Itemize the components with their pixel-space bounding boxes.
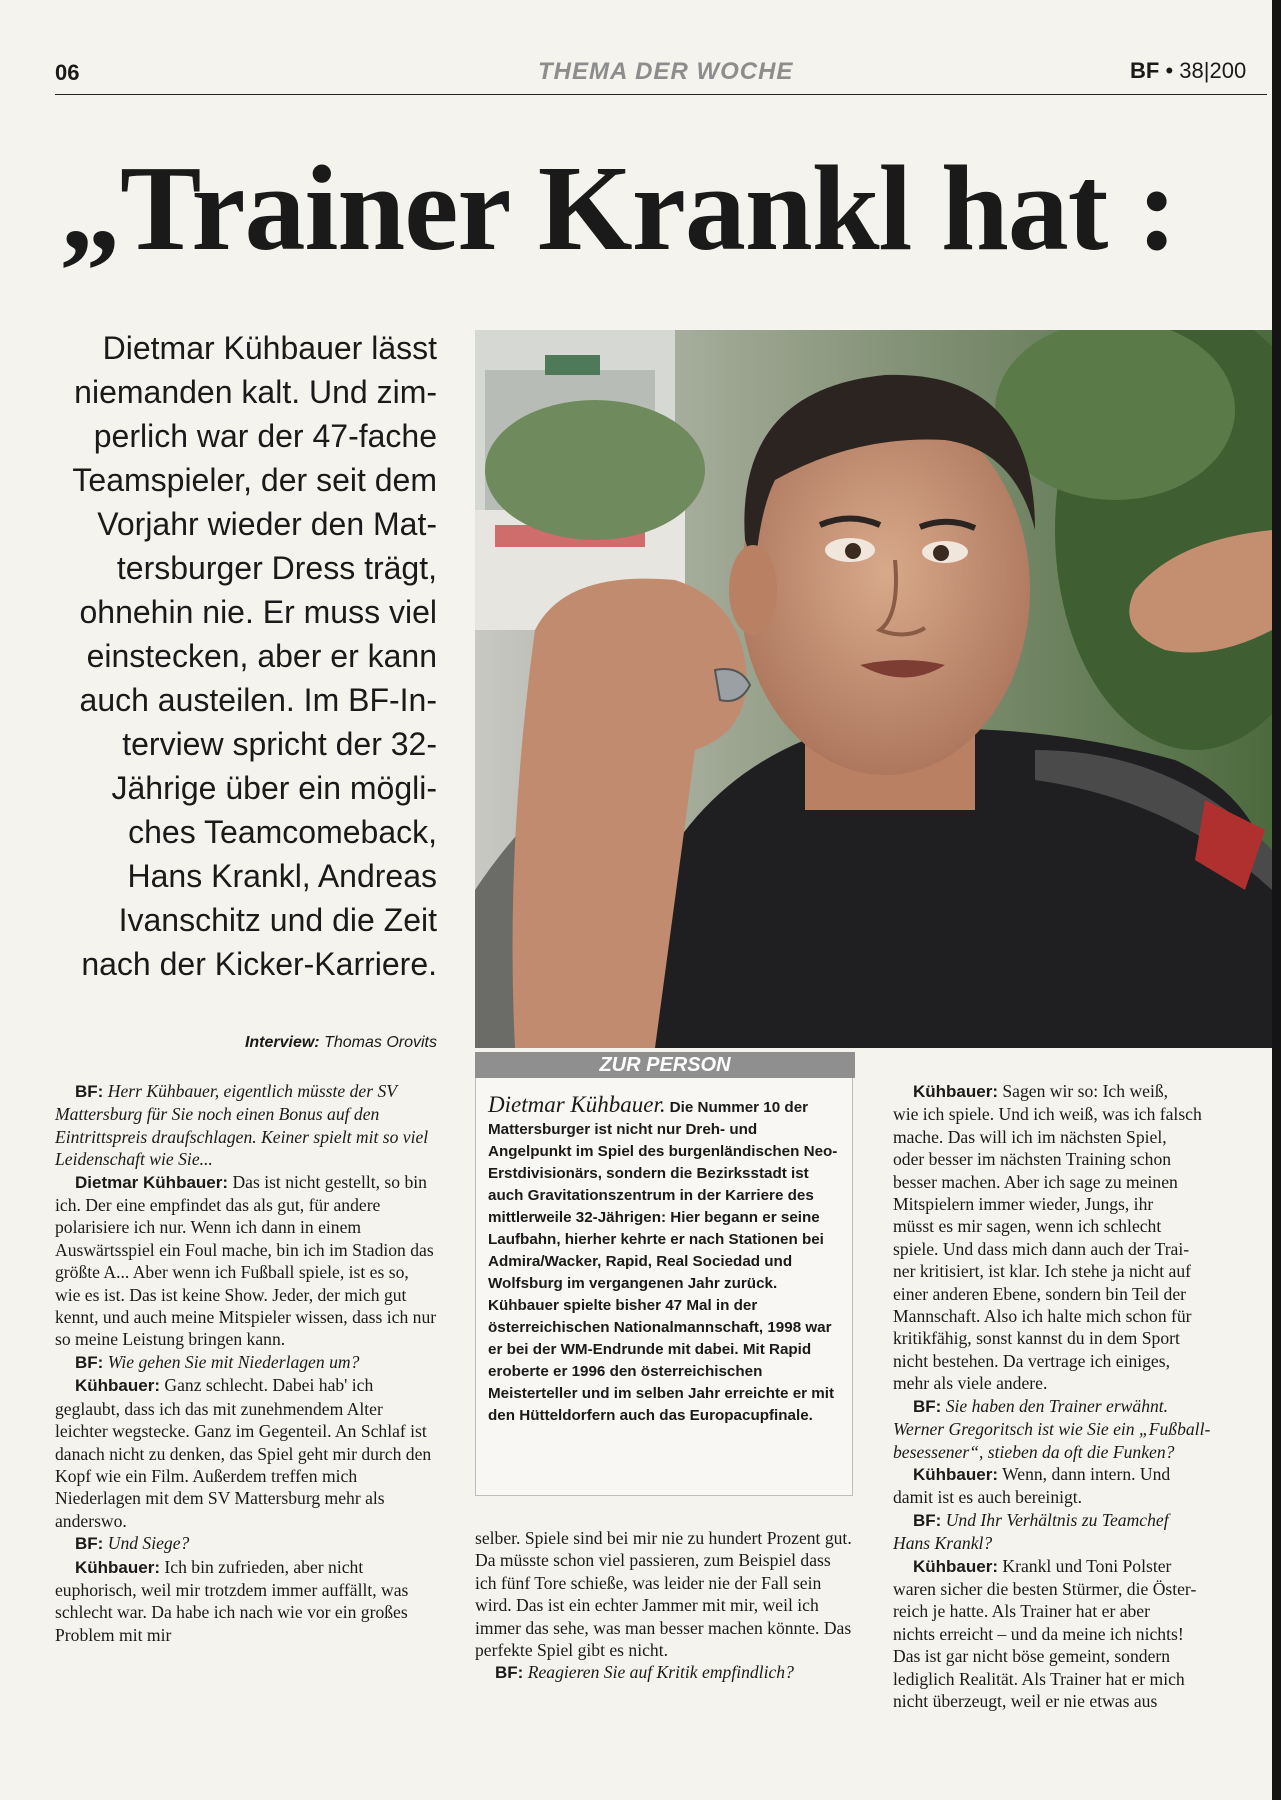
lead-line: einstecken, aber er kann (86, 638, 437, 674)
publication-name: BF (1130, 58, 1160, 83)
interview-line (893, 1193, 1272, 1215)
interview-paragraph (475, 1527, 855, 1661)
lead-line: Teamspieler, der seit dem (72, 462, 437, 498)
portrait-illustration (475, 330, 1272, 1048)
answer-text: Das ist nicht gestellt, so bin ich. Der eine empfindet das als gut, für andere polarisiere ich nur. Wenn ich dann in einem Auswärtsspiel ein Foul mache, bin ich im Stadion das größte A... Aber wenn ich Fußball spiele, ist es so, wie es ist. Das ist keine Show. Jeder, der mich gut kennt, und auch meine Mitspieler wissen, dass ich nur so meine Leistung bringen kann. (55, 1171, 437, 1350)
answer-text: Das ist gar nicht böse gemeint, sondern (893, 1646, 1171, 1667)
portrait-photo (475, 330, 1272, 1048)
speaker-label: Dietmar Kühbauer: (75, 1172, 229, 1192)
interview-paragraph (55, 1171, 437, 1351)
question-text: Hans Krankl? (893, 1533, 993, 1554)
answer-text: nicht bestehen. Da vertrage ich einiges, (893, 1350, 1170, 1371)
interview-paragraph (475, 1661, 855, 1684)
lead-line: tersburger Dress trägt, (116, 550, 437, 586)
interview-line (893, 1327, 1272, 1349)
lead-line: ches Teamcomeback, (128, 814, 437, 850)
answer-text: müsst es mir sagen, wenn ich schlecht (893, 1216, 1162, 1237)
question-text: Und Siege? (107, 1533, 190, 1554)
lead-paragraph (55, 326, 437, 986)
interview-line (893, 1260, 1272, 1282)
zur-person-heading: ZUR PERSON (475, 1052, 855, 1078)
interview-paragraph (55, 1556, 437, 1647)
lead-line: Jährige über ein mögli- (111, 770, 437, 806)
zur-person-box (475, 1078, 853, 1496)
interview-line (893, 1418, 1272, 1440)
interview-line (893, 1372, 1272, 1394)
lead-line: terview spricht der 32- (122, 726, 437, 762)
interview-line (893, 1350, 1272, 1372)
answer-text: oder besser im nächsten Training schon (893, 1149, 1172, 1170)
answer-text: mache. Das will ich im nächsten Spiel, (893, 1126, 1167, 1147)
answer-text: einer anderen Ebene, sondern bin Teil der (893, 1283, 1187, 1304)
interview-line (893, 1623, 1272, 1645)
question-text: besessener“, stieben da oft die Funken? (893, 1441, 1175, 1462)
interview-line (893, 1238, 1272, 1260)
interview-line (893, 1509, 1272, 1532)
lead-line: Dietmar Kühbauer lässt (102, 330, 437, 366)
speaker-label: BF: (75, 1534, 104, 1554)
answer-text: Mannschaft. Also ich halte mich schon für (893, 1306, 1192, 1327)
interview-line (893, 1555, 1272, 1578)
answer-text: Ich bin zufrieden, aber nicht euphorisch, weil mir trotzdem immer auffällt, was schlecht war. Da habe ich nach wie vor ein großes Problem mit mir (55, 1556, 409, 1645)
speaker-label: Kühbauer: (913, 1464, 998, 1484)
interview-line (893, 1463, 1272, 1486)
interview-paragraph (55, 1374, 437, 1532)
question-text: Werner Gregoritsch ist wie Sie ein „Fußball- (893, 1419, 1211, 1440)
interview-line (893, 1126, 1272, 1148)
interview-line (893, 1578, 1272, 1600)
question-text: Wie gehen Sie mit Niederlagen um? (107, 1351, 360, 1372)
question-text: Sie haben den Trainer erwähnt. (941, 1395, 1169, 1416)
interview-line (893, 1645, 1272, 1667)
answer-text: waren sicher die besten Stürmer, die Öster- (893, 1578, 1197, 1599)
answer-text: ner kritisiert, ist klar. Ich stehe ja nicht auf (893, 1261, 1192, 1282)
interview-paragraph (55, 1080, 437, 1171)
answer-text: lediglich Realität. Als Trainer hat er mich (893, 1668, 1185, 1689)
interview-line (893, 1171, 1272, 1193)
issue-separator: • (1165, 58, 1174, 83)
interview-column-3 (893, 1080, 1272, 1712)
interview-line (893, 1103, 1272, 1125)
lead-line: niemanden kalt. Und zim- (74, 374, 437, 410)
interview-line (893, 1441, 1272, 1463)
answer-text: besser machen. Aber ich sage zu meinen (893, 1171, 1178, 1192)
interview-line (893, 1080, 1272, 1103)
answer-text: spiele. Und dass mich dann auch der Trai- (893, 1238, 1190, 1259)
page-number: 06 (55, 60, 80, 85)
interview-line (893, 1668, 1272, 1690)
speaker-label: Kühbauer: (913, 1082, 998, 1101)
interview-line (893, 1486, 1272, 1508)
answer-text: damit ist es auch bereinigt. (893, 1487, 1083, 1508)
interview-column-2 (475, 1527, 855, 1685)
speaker-label: BF: (495, 1663, 524, 1683)
interview-line (893, 1283, 1272, 1305)
answer-text: mehr als viele andere. (893, 1373, 1048, 1394)
interview-line (893, 1532, 1272, 1554)
interview-line (893, 1148, 1272, 1170)
interview-paragraph (55, 1351, 437, 1374)
byline-label: Interview: (244, 1034, 320, 1051)
question-text: Reagieren Sie auf Kritik empfindlich? (527, 1662, 794, 1683)
zur-person-name: Dietmar Kühbauer. (488, 1092, 666, 1117)
lead-line: perlich war der 47-fache (93, 418, 437, 454)
issue-number: 38|200 (1179, 58, 1247, 83)
headline: „Trainer Krankl hat : (60, 145, 1177, 274)
answer-text: Sagen wir so: Ich weiß, (998, 1081, 1169, 1101)
lead-line: ohnehin nie. Er muss viel (79, 594, 437, 630)
interview-line (893, 1600, 1272, 1622)
section-title: THEMA DER WOCHE (538, 58, 794, 85)
speaker-label: BF: (75, 1082, 104, 1101)
interview-line (893, 1690, 1272, 1712)
lead-line: auch austeilen. Im BF-In- (79, 682, 437, 718)
answer-text: wie ich spiele. Und ich weiß, was ich falsch (893, 1104, 1202, 1125)
question-text: Und Ihr Verhältnis zu Teamchef (941, 1509, 1169, 1530)
speaker-label: Kühbauer: (75, 1376, 160, 1396)
interview-line (893, 1215, 1272, 1237)
speaker-label: Kühbauer: (913, 1556, 998, 1576)
answer-text: nicht überzeugt, weil er nie etwas aus (893, 1690, 1158, 1711)
answer-text: Mitspielern immer wieder, Jungs, ihr (893, 1194, 1154, 1215)
speaker-label: BF: (913, 1396, 942, 1416)
byline-author: Thomas Orovits (324, 1034, 437, 1051)
speaker-label: BF: (913, 1510, 942, 1530)
interview-column-1 (55, 1080, 437, 1646)
page-edge (1272, 0, 1281, 1800)
answer-text: Wenn, dann intern. Und (998, 1463, 1171, 1484)
answer-text: Ganz schlecht. Dabei hab' ich geglaubt, dass ich das mit zunehmendem Alter leichter wegstecke. Ganz im Gegenteil. An Schlaf ist danach nicht zu denken, das Spiel geht mir durch den Kopf wie ein Film. Außerdem treffen mich Niederlagen mit dem SV Mattersburg mehr als anderswo. (55, 1375, 432, 1531)
speaker-label: Kühbauer: (75, 1557, 160, 1577)
answer-text: selber. Spiele sind bei mir nie zu hundert Prozent gut. Da müsste schon viel passieren, zum Beispiel dass ich fünf Tore schieße, was leider nie der Fall sein wird. Das ist ein echter Jammer mit mir, weil ich immer das sehe, was man besser machen könnte. Das perfekte Spiel gibt es nicht. (475, 1528, 852, 1661)
interview-paragraph (55, 1532, 437, 1555)
byline (55, 1034, 437, 1052)
interview-line (893, 1305, 1272, 1327)
answer-text: Krankl und Toni Polster (998, 1555, 1172, 1576)
lead-line: Vorjahr wieder den Mat- (97, 506, 437, 542)
answer-text: reich je hatte. Als Trainer hat er aber (893, 1601, 1150, 1622)
speaker-label: BF: (75, 1352, 104, 1372)
question-text: Herr Kühbauer, eigentlich müsste der SV Mattersburg für Sie noch einen Bonus auf den Eintrittspreis draufschlagen. Keiner spielt mit so viel Leidenschaft wie Sie... (55, 1081, 429, 1170)
lead-line: Ivanschitz und die Zeit (118, 902, 437, 938)
answer-text: nichts erreicht – und da meine ich nichts! (893, 1623, 1184, 1644)
lead-line: nach der Kicker-Karriere. (81, 946, 437, 982)
zur-person-text: Die Nummer 10 der Mattersburger ist nicht nur Dreh- und Angelpunkt im Spiel des burgenländischen Neo-Erstdivisionärs, sondern die Bezirksstadt ist auch Gravitationszentrum in der Karriere des mittlerweile 32-Jährigen: Hier begann er seine Laufbahn, hierher kehrte er nach Stationen bei Admira/Wacker, Rapid, Real Sociedad und Wolfsburg im vergangenen Jahr zurück. Kühbauer spielte bisher 47 Mal in der österreichischen Nationalmannschaft, 1998 war er bei der WM-Endrunde mit dabei. Mit Rapid eroberte er 1996 den österreichischen Meisterteller und im selben Jahr erreichte er mit den Hütteldorfern auch das Europacupfinale. (488, 1099, 838, 1424)
interview-line (893, 1395, 1272, 1418)
answer-text: kritikfähig, sonst kannst du in dem Sport (893, 1328, 1180, 1349)
lead-line: Hans Krankl, Andreas (127, 858, 437, 894)
issue-info (1130, 58, 1246, 84)
